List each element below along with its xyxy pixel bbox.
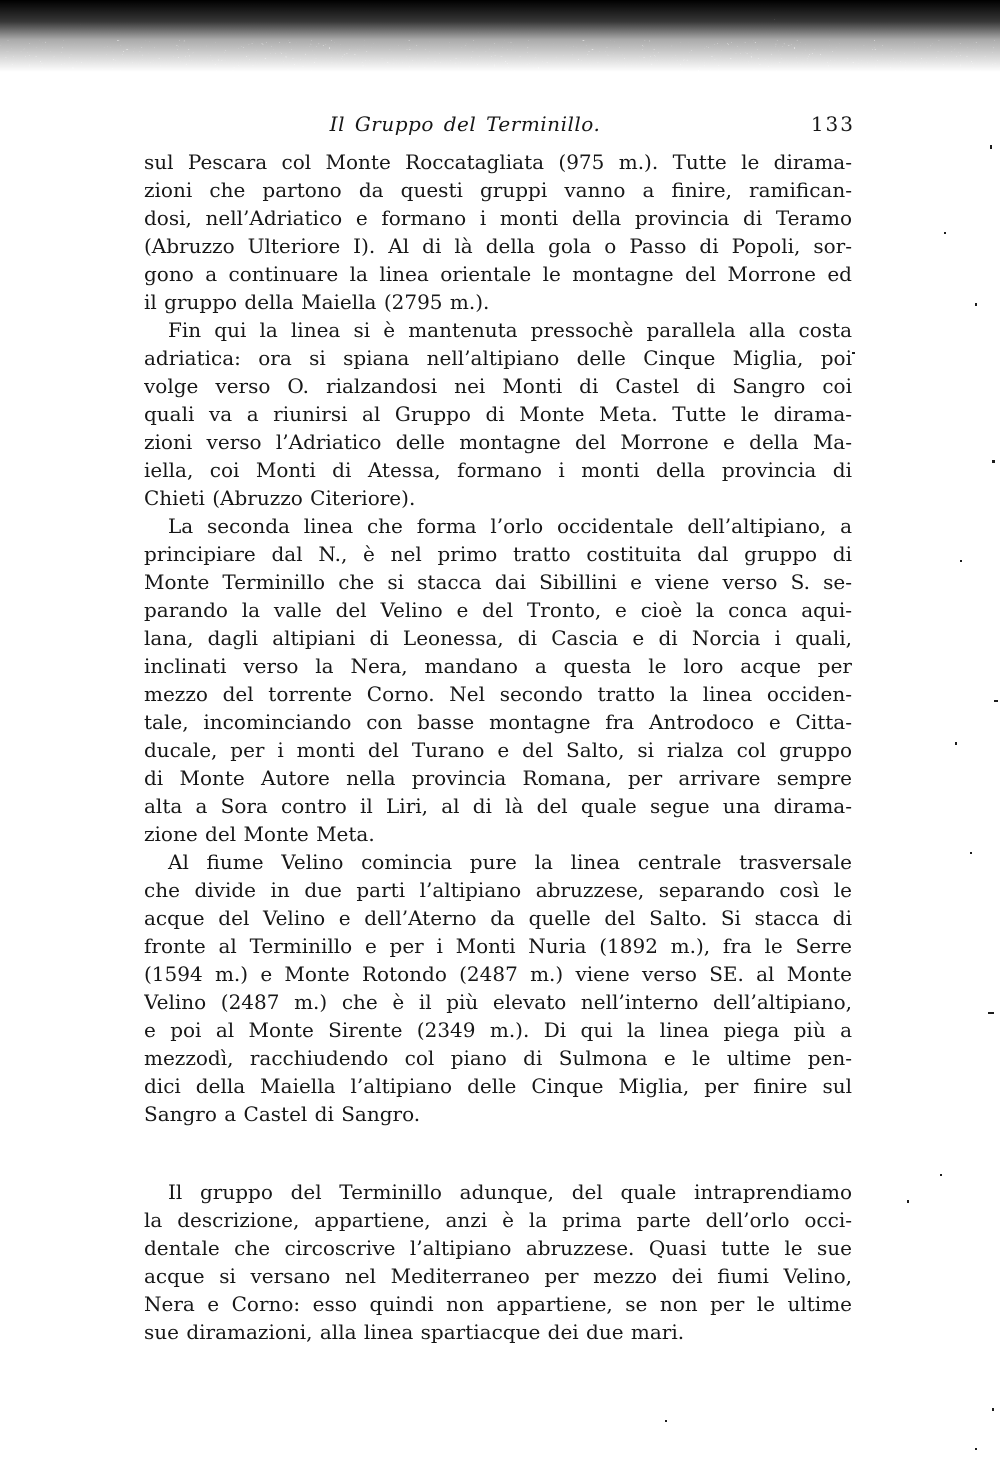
text-line: quali va a riunirsi al Gruppo di Monte Meta. Tutte le dirama- xyxy=(144,402,852,426)
page-header xyxy=(0,112,1000,142)
text-line: Il gruppo del Terminillo adunque, del quale intraprendiamo xyxy=(168,1180,852,1204)
text-line: lana, dagli altipiani di Leonessa, di Cascia e di Norcia i quali, xyxy=(144,626,852,650)
text-line: gono a continuare la linea orientale le montagne del Morrone ed xyxy=(144,262,852,286)
running-title: Il Gruppo del Terminillo. xyxy=(329,112,601,136)
text-line: dici della Maiella l’altipiano delle Cinque Miglia, per finire sul xyxy=(144,1074,852,1098)
text-line: di Monte Autore nella provincia Romana, per arrivare sempre xyxy=(144,766,852,790)
text-line: Chieti (Abruzzo Citeriore). xyxy=(144,486,416,510)
scan-speck xyxy=(988,1012,994,1014)
scan-speck xyxy=(907,1200,909,1203)
text-line: Nera e Corno: esso quindi non appartiene, se non per le ultime xyxy=(144,1292,852,1316)
text-line: (Abruzzo Ulteriore I). Al di là della gola o Passo di Popoli, sor- xyxy=(144,234,852,258)
text-line: e poi al Monte Sirente (2349 m.). Di qui la linea piega più a xyxy=(144,1018,852,1042)
text-line: acque si versano nel Mediterraneo per mezzo dei fiumi Velino, xyxy=(144,1264,852,1288)
scan-speck xyxy=(990,145,992,149)
scan-speck xyxy=(960,560,962,562)
text-line: zioni che partono da questi gruppi vanno a finire, ramifican- xyxy=(144,178,852,202)
text-line: alta a Sora contro il Liri, al di là del quale segue una dirama- xyxy=(144,794,852,818)
text-line: acque del Velino e dell’Aterno da quelle del Salto. Si stacca di xyxy=(144,906,852,930)
text-line: La seconda linea che forma l’orlo occidentale dell’altipiano, a xyxy=(168,514,852,538)
paragraph xyxy=(144,148,852,316)
text-line: ducale, per i monti del Turano e del Salto, si rialza col gruppo xyxy=(144,738,852,762)
text-line: sul Pescara col Monte Roccatagliata (975 m.). Tutte le dirama- xyxy=(144,150,852,174)
text-line: che divide in due parti l’altipiano abruzzese, separando così le xyxy=(144,878,852,902)
scan-speck xyxy=(975,303,977,306)
scan-speck xyxy=(992,460,995,463)
text-block xyxy=(144,148,852,1346)
text-line: Al fiume Velino comincia pure la linea centrale trasversale xyxy=(168,850,852,874)
scan-speck xyxy=(970,852,972,854)
paragraph xyxy=(144,512,852,848)
scan-noise-band xyxy=(0,0,1000,72)
scan-speck xyxy=(994,700,998,702)
text-line: iella, coi Monti di Atessa, formano i monti della provincia di xyxy=(144,458,852,482)
text-line: dentale che circoscrive l’altipiano abruzzese. Quasi tutte le sue xyxy=(144,1236,852,1260)
text-line: parando la valle del Velino e del Tronto, e cioè la conca aqui- xyxy=(144,598,852,622)
scan-speck xyxy=(955,742,957,745)
text-line: mezzo del torrente Corno. Nel secondo tratto la linea occiden- xyxy=(144,682,852,706)
text-line: Velino (2487 m.) che è il più elevato nell’interno dell’altipiano, xyxy=(144,990,852,1014)
text-line: dosi, nell’Adriatico e formano i monti della provincia di Teramo xyxy=(144,206,852,230)
text-line: Monte Terminillo che si stacca dai Sibillini e viene verso S. se- xyxy=(144,570,852,594)
text-line: Fin qui la linea si è mantenuta pressochè parallela alla costa xyxy=(168,318,852,342)
text-line: zioni verso l’Adriatico delle montagne del Morrone e della Ma- xyxy=(144,430,852,454)
text-line: fronte al Terminillo e per i Monti Nuria (1892 m.), fra le Serre xyxy=(144,934,852,958)
scan-speck xyxy=(852,352,855,354)
scan-speck xyxy=(992,1408,994,1411)
page-number: 133 xyxy=(810,112,855,136)
text-line: sue diramazioni, alla linea spartiacque dei due mari. xyxy=(144,1320,685,1344)
text-line: Sangro a Castel di Sangro. xyxy=(144,1102,421,1126)
text-line: la descrizione, appartiene, anzi è la prima parte dell’orlo occi- xyxy=(144,1208,852,1232)
scan-speck xyxy=(940,1174,942,1176)
text-line: tale, incominciando con basse montagne fra Antrodoco e Citta- xyxy=(144,710,852,734)
text-line: principiare dal N., è nel primo tratto costituita dal gruppo di xyxy=(144,542,852,566)
text-line: zione del Monte Meta. xyxy=(144,822,375,846)
paragraph xyxy=(144,316,852,512)
text-line: il gruppo della Maiella (2795 m.). xyxy=(144,290,490,314)
scan-speck xyxy=(975,1448,977,1450)
scan-speck xyxy=(665,1420,667,1422)
text-line: adriatica: ora si spiana nell’altipiano delle Cinque Miglia, poi xyxy=(144,346,852,370)
paragraph xyxy=(144,848,852,1128)
text-line: (1594 m.) e Monte Rotondo (2487 m.) viene verso SE. al Monte xyxy=(144,962,852,986)
paragraph xyxy=(144,1178,852,1346)
text-line: volge verso O. rialzandosi nei Monti di Castel di Sangro coi xyxy=(144,374,852,398)
text-line: mezzodì, racchiudendo col piano di Sulmona e le ultime pen- xyxy=(144,1046,852,1070)
scan-speck xyxy=(944,232,946,234)
text-line: inclinati verso la Nera, mandano a questa le loro acque per xyxy=(144,654,852,678)
